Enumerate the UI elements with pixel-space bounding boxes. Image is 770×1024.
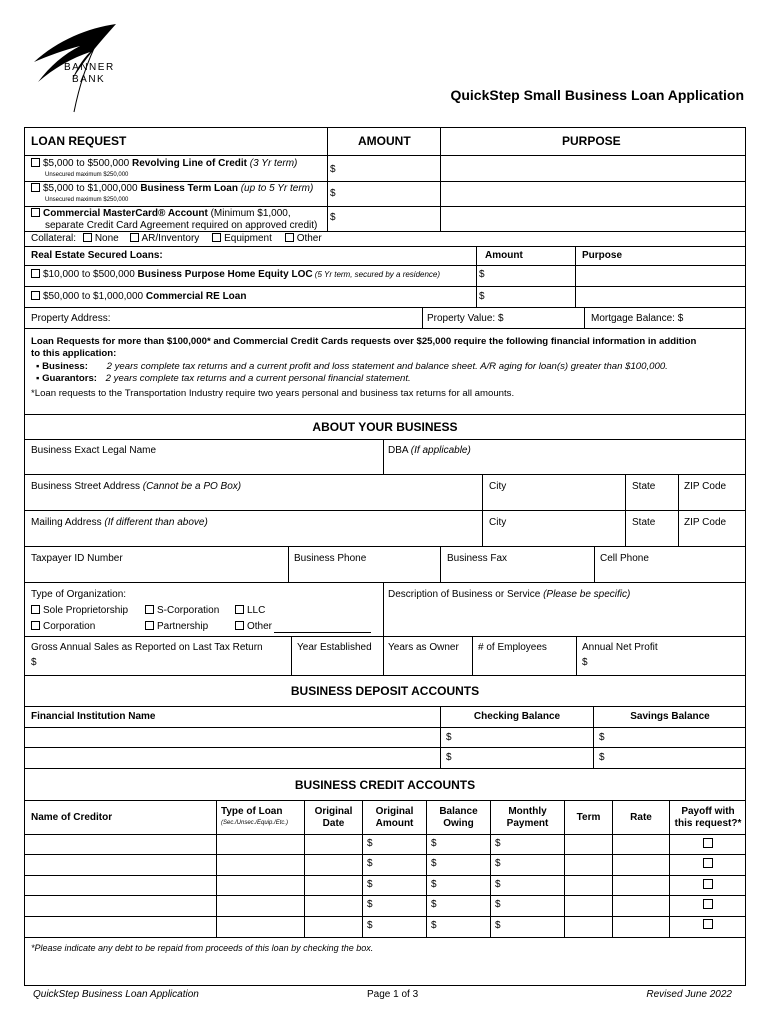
payoff-header: Payoff with this request?* — [674, 806, 742, 829]
balance-cell[interactable]: $ — [431, 879, 437, 890]
org-type-label: Type of Organization: — [31, 589, 127, 600]
payoff-checkbox[interactable] — [703, 899, 713, 909]
gross-sales-dollar: $ — [31, 657, 37, 668]
orig-amount-header: Original Amount — [375, 806, 414, 829]
form-title: QuickStep Small Business Loan Application — [450, 87, 744, 103]
net-profit-field[interactable]: Annual Net Profit — [582, 642, 658, 653]
re-amount-2[interactable]: $ — [479, 291, 485, 302]
orig-amount-cell[interactable]: $ — [367, 858, 373, 869]
mailing-zip-field[interactable]: ZIP Code — [684, 517, 727, 528]
revolving-note: Unsecured maximum $250,000 — [45, 172, 129, 178]
balance-header: Balance Owing — [439, 806, 478, 829]
legal-name-field[interactable]: Business Exact Legal Name — [31, 445, 157, 456]
amount-header: AMOUNT — [358, 134, 411, 148]
re-option-commercial[interactable]: $50,000 to $1,000,000 Commercial RE Loan — [31, 291, 246, 303]
savings-amount-1[interactable]: $ — [599, 732, 605, 743]
checkbox[interactable] — [31, 621, 40, 630]
loan-option-mastercard[interactable]: Commercial MasterCard® Account (Minimum $1,000, — [31, 208, 291, 220]
checkbox[interactable] — [31, 605, 40, 614]
balance-cell[interactable]: $ — [431, 858, 437, 869]
requirements-business: ▪ Business: 2 years complete tax returns and a current profit and loss statement and balance sheet. A/R aging for loan(s) greater than $100,000. — [36, 361, 668, 372]
checkbox[interactable] — [31, 183, 40, 192]
cell-field[interactable]: Cell Phone — [600, 553, 649, 564]
payoff-checkbox[interactable] — [703, 879, 713, 889]
loan-option-term[interactable]: $5,000 to $1,000,000 Business Term Loan (up to 5 Yr term) — [31, 183, 313, 195]
amount-field-1[interactable]: $ — [330, 164, 336, 175]
loan-type-sub: (Sec./Unsec./Equip./Etc.) — [221, 820, 289, 826]
employees-field[interactable]: # of Employees — [478, 642, 547, 653]
amount-field-3[interactable]: $ — [330, 212, 336, 223]
loan-type-header: Type of Loan — [221, 806, 283, 817]
monthly-cell[interactable]: $ — [495, 858, 501, 869]
checkbox[interactable] — [31, 208, 40, 217]
re-option-heloc[interactable]: $10,000 to $500,000 Business Purpose Home Equity LOC (5 Yr term, secured by a residence) — [31, 269, 440, 281]
requirements-line2: to this application: — [31, 348, 117, 359]
deposit-title: BUSINESS DEPOSIT ACCOUNTS — [290, 684, 480, 698]
years-owner-field[interactable]: Years as Owner — [388, 642, 459, 653]
loan-request-header: LOAN REQUEST — [31, 134, 127, 148]
purpose-header: PURPOSE — [562, 134, 621, 148]
about-title: ABOUT YOUR BUSINESS — [312, 420, 458, 434]
city-field[interactable]: City — [489, 481, 507, 492]
payoff-checkbox[interactable] — [703, 919, 713, 929]
mortgage-balance-field[interactable]: Mortgage Balance: $ — [591, 313, 684, 324]
logo-text-1: BANNER — [64, 62, 115, 73]
fax-field[interactable]: Business Fax — [447, 553, 508, 564]
checking-header: Checking Balance — [473, 711, 561, 722]
property-value-field[interactable]: Property Value: $ — [427, 313, 504, 324]
real-estate-title: Real Estate Secured Loans: — [31, 250, 163, 261]
footer-page: Page 1 of 3 — [367, 989, 419, 1000]
requirements-line1: Loan Requests for more than $100,000* and Commercial Credit Cards requests over $25,000 require the following financial information in addition — [31, 336, 697, 347]
mailing-state-field[interactable]: State — [632, 517, 656, 528]
taxpayer-field[interactable]: Taxpayer ID Number — [31, 553, 123, 564]
checkbox[interactable] — [145, 621, 154, 630]
org-llc[interactable]: LLC — [235, 605, 265, 617]
bank-logo — [28, 20, 138, 115]
org-other[interactable]: Other — [235, 621, 272, 633]
gross-sales-field[interactable]: Gross Annual Sales as Reported on Last Tax Return — [31, 642, 263, 653]
property-address-field[interactable]: Property Address: — [31, 313, 111, 324]
payoff-checkbox[interactable] — [703, 838, 713, 848]
mailing-city-field[interactable]: City — [489, 517, 507, 528]
loan-option-revolving[interactable]: $5,000 to $500,000 Revolving Line of Credit (3 Yr term) — [31, 158, 297, 170]
dba-field[interactable]: DBA (If applicable) — [388, 445, 471, 456]
rate-header: Rate — [630, 812, 652, 823]
org-corporation[interactable]: Corporation — [31, 621, 95, 633]
org-partnership[interactable]: Partnership — [145, 621, 208, 633]
payoff-checkbox[interactable] — [703, 858, 713, 868]
orig-amount-cell[interactable]: $ — [367, 920, 373, 931]
checkbox[interactable] — [235, 621, 244, 630]
checking-amount-2[interactable]: $ — [446, 752, 452, 763]
term-note: Unsecured maximum $250,000 — [45, 197, 129, 203]
mailing-field[interactable]: Mailing Address (If different than above) — [31, 517, 208, 528]
credit-note: *Please indicate any debt to be repaid from proceeds of this loan by checking the box. — [31, 943, 374, 953]
orig-amount-cell[interactable]: $ — [367, 879, 373, 890]
street-field[interactable]: Business Street Address (Cannot be a PO Box) — [31, 481, 242, 492]
checkbox[interactable] — [31, 291, 40, 300]
footer-left: QuickStep Business Loan Application — [33, 989, 199, 1000]
credit-title: BUSINESS CREDIT ACCOUNTS — [294, 778, 476, 792]
logo-text-2: BANK — [72, 74, 106, 85]
savings-amount-2[interactable]: $ — [599, 752, 605, 763]
year-established-field[interactable]: Year Established — [297, 642, 372, 653]
monthly-cell[interactable]: $ — [495, 838, 501, 849]
monthly-cell[interactable]: $ — [495, 920, 501, 931]
checkbox[interactable] — [31, 269, 40, 278]
amount-field-2[interactable]: $ — [330, 188, 336, 199]
orig-amount-cell[interactable]: $ — [367, 838, 373, 849]
checkbox[interactable] — [130, 233, 139, 242]
term-header: Term — [576, 812, 601, 823]
transport-note: *Loan requests to the Transportation Industry require two years personal and business tax returns for all amounts. — [31, 388, 515, 399]
checkbox[interactable] — [145, 605, 154, 614]
org-sole-prop[interactable]: Sole Proprietorship — [31, 605, 128, 617]
monthly-cell[interactable]: $ — [495, 899, 501, 910]
checking-amount-1[interactable]: $ — [446, 732, 452, 743]
checkbox[interactable] — [83, 233, 92, 242]
org-s-corp[interactable]: S-Corporation — [145, 605, 219, 617]
re-amount-header: Amount — [485, 250, 523, 261]
phone-field[interactable]: Business Phone — [294, 553, 367, 564]
balance-cell[interactable]: $ — [431, 899, 437, 910]
orig-date-header: Original Date — [314, 806, 353, 829]
re-amount-1[interactable]: $ — [479, 269, 485, 280]
requirements-guarantors: ▪ Guarantors: 2 years complete tax returns and a current personal financial statement. — [36, 373, 411, 384]
institution-header: Financial Institution Name — [31, 711, 156, 722]
zip-field[interactable]: ZIP Code — [684, 481, 727, 492]
monthly-cell[interactable]: $ — [495, 879, 501, 890]
creditor-header: Name of Creditor — [31, 812, 113, 823]
state-field[interactable]: State — [632, 481, 656, 492]
monthly-header: Monthly Payment — [506, 806, 549, 829]
footer-revised: Revised June 2022 — [646, 989, 732, 1000]
checkbox[interactable] — [212, 233, 221, 242]
savings-header: Savings Balance — [630, 711, 710, 722]
balance-cell[interactable]: $ — [431, 920, 437, 931]
checkbox[interactable] — [235, 605, 244, 614]
orig-amount-cell[interactable]: $ — [367, 899, 373, 910]
mastercard-note: separate Credit Card Agreement required on approved credit) — [45, 220, 318, 231]
checkbox[interactable] — [285, 233, 294, 242]
collateral-row: Collateral: None AR/Inventory Equipment Other — [31, 233, 322, 244]
balance-cell[interactable]: $ — [431, 838, 437, 849]
re-purpose-header: Purpose — [582, 250, 623, 261]
net-profit-dollar: $ — [582, 657, 588, 668]
description-field[interactable]: Description of Business or Service (Please be specific) — [388, 589, 631, 600]
checkbox[interactable] — [31, 158, 40, 167]
